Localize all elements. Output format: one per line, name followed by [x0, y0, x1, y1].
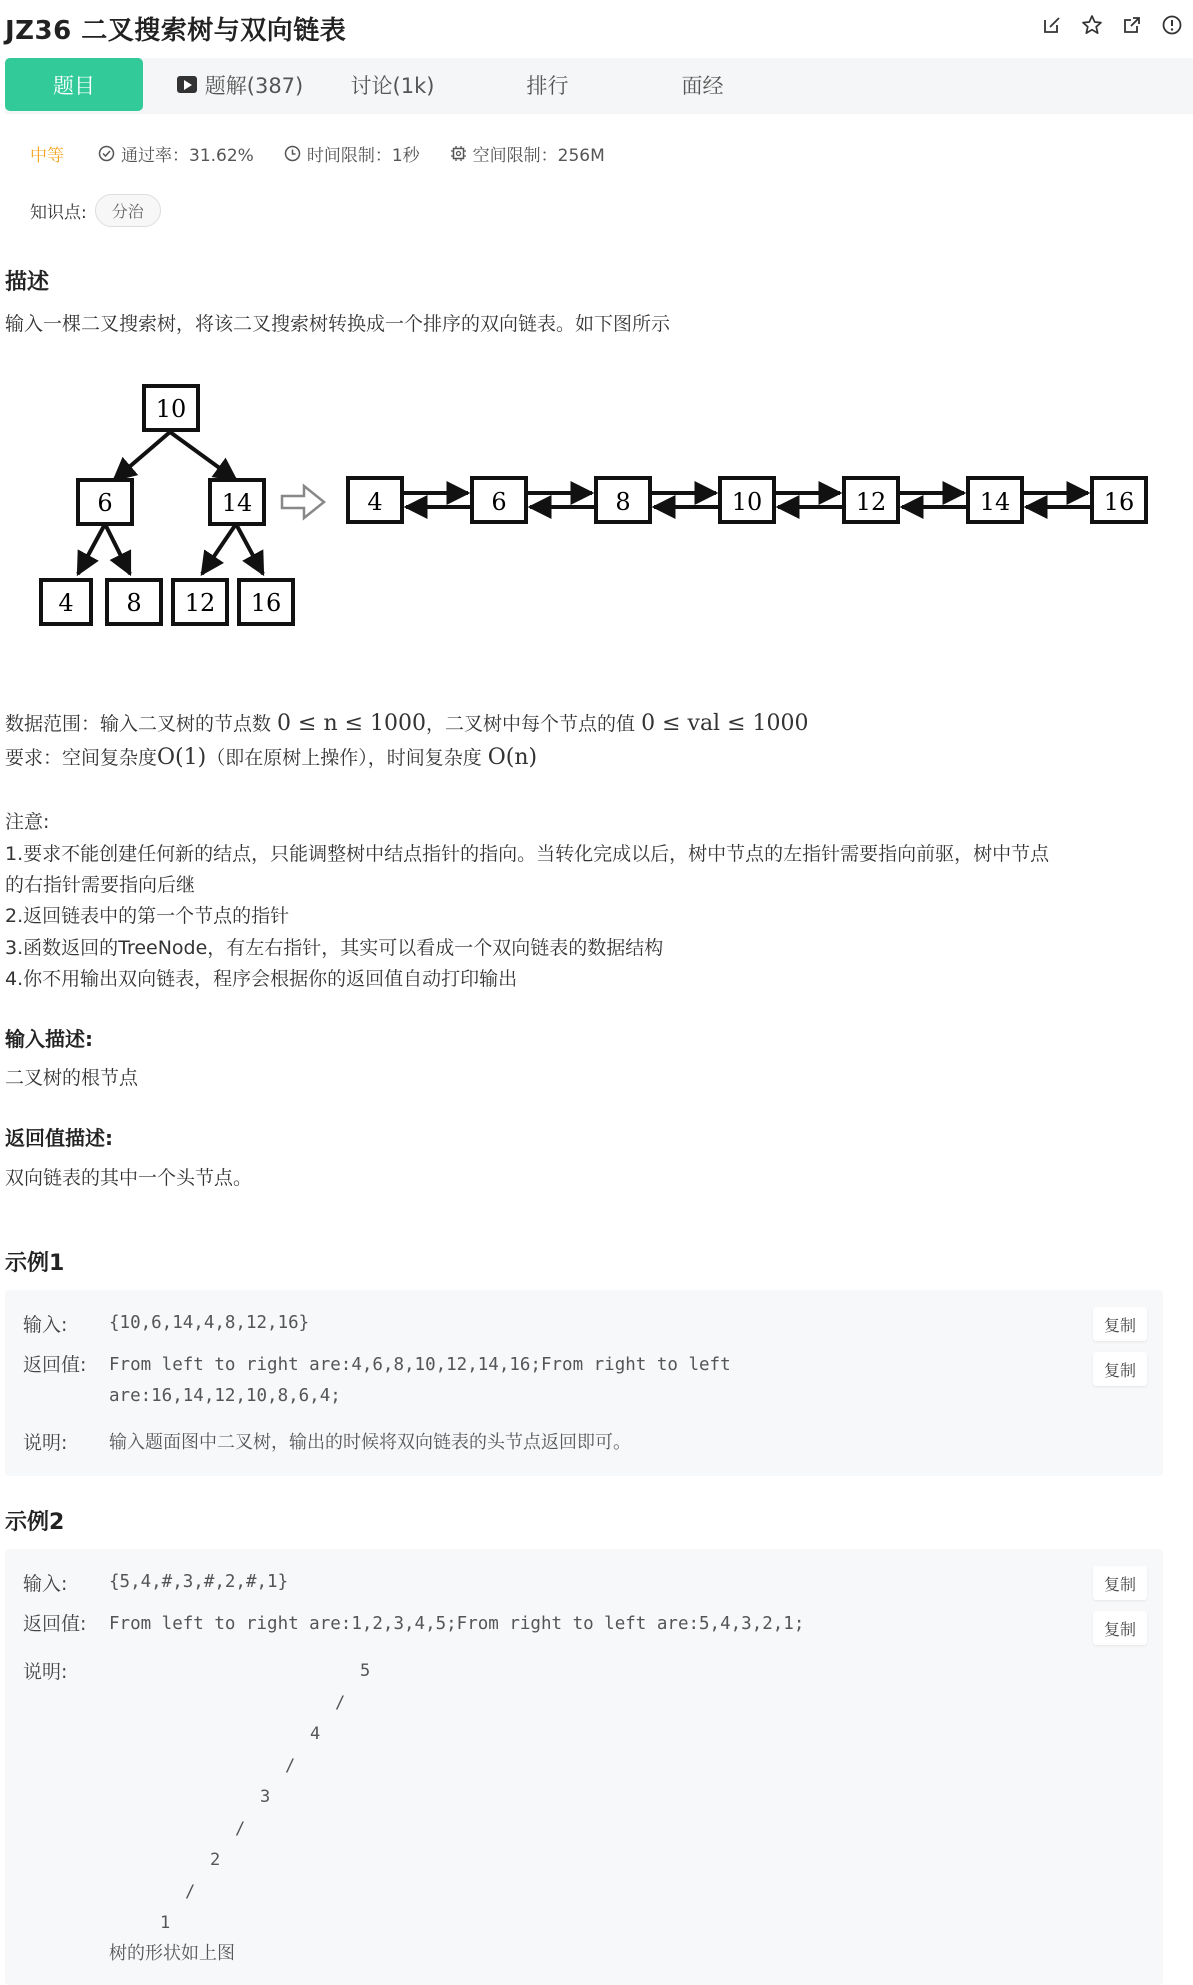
example1-return-label: 返回值: [23, 1354, 87, 1376]
note-3: 3.函数返回的TreeNode，有左右指针，其实可以看成一个双向链表的数据结构 [5, 937, 664, 959]
requirement-math-1: O(1) [157, 745, 207, 770]
example2-input-value: {5,4,#,3,#,2,#,1} [109, 1572, 289, 1592]
check-circle-icon [98, 145, 115, 162]
example1-return-row [23, 1350, 731, 1412]
video-icon [177, 76, 197, 93]
return-desc-heading: 返回值描述: [5, 1126, 113, 1150]
example2-return-row [23, 1609, 804, 1640]
time-limit-text: 时间限制：1秒 [306, 146, 420, 166]
tree-node-rr: 16 [250, 589, 282, 617]
copy-button[interactable]: 复制 [1093, 1352, 1147, 1386]
data-range-math-1: 0 ≤ n ≤ 1000 [277, 711, 427, 736]
tab-interview[interactable]: 面经 [681, 73, 724, 98]
list-node-value: 8 [615, 488, 631, 516]
example2-explain-label: 说明: [23, 1661, 68, 1683]
description-intro: 输入一棵二叉搜索树，将该二叉搜索树转换成一个排序的双向链表。如下图所示 [5, 313, 671, 335]
list-node-value: 4 [367, 488, 383, 516]
tab-problem[interactable]: 题目 [5, 58, 143, 111]
return-desc-text: 双向链表的其中一个头节点。 [5, 1167, 253, 1189]
list-node-value: 14 [979, 488, 1011, 516]
list-node-value: 12 [855, 488, 887, 516]
requirement-mid: （即在原树上操作），时间复杂度 [206, 747, 488, 769]
ascii-tree-line-7: 2 [210, 1850, 221, 1870]
note-2: 2.返回链表中的第一个节点的指针 [5, 905, 290, 927]
example1-return-line1: From left to right are:4,6,8,10,12,14,16;From right to left [109, 1355, 731, 1375]
ascii-tree-line-8: / [185, 1882, 196, 1902]
ascii-tree-line-6: / [235, 1819, 246, 1839]
note-1b: 的右指针需要指向后继 [5, 874, 196, 896]
knowledge-label: 知识点: [30, 203, 87, 223]
share-icon[interactable] [1121, 14, 1143, 36]
ascii-tree-line-5: 3 [260, 1787, 271, 1807]
data-range [5, 708, 809, 740]
example2-input-label: 输入: [23, 1573, 68, 1595]
pass-rate-text: 通过率：31.62% [121, 146, 254, 166]
clock-icon [284, 145, 301, 162]
copy-button[interactable]: 复制 [1093, 1611, 1147, 1645]
tree-node-lr: 8 [126, 589, 142, 617]
ascii-tree-line-1: 5 [360, 1661, 371, 1681]
ascii-tree-line-4: / [285, 1756, 296, 1776]
example2-return-value: From left to right are:1,2,3,4,5;From right to left are:5,4,3,2,1; [109, 1614, 805, 1634]
example2-explain-tail: 树的形状如上图 [109, 1943, 235, 1964]
data-range-mid: ，二叉树中每个节点的值 [426, 713, 642, 735]
description-heading: 描述 [5, 270, 50, 295]
problem-meta [30, 141, 635, 166]
example1-return-line2: are:16,14,12,10,8,6,4; [109, 1386, 341, 1406]
tree-node-right: 14 [221, 489, 253, 517]
example2-input-row [23, 1569, 288, 1596]
list-node-value: 16 [1103, 488, 1135, 516]
tab-discussion[interactable]: 讨论(1k) [350, 73, 435, 98]
example2-explain-row [23, 1657, 109, 1684]
edit-icon[interactable] [1041, 14, 1063, 36]
example1-input-label: 输入: [23, 1314, 68, 1336]
copy-button[interactable]: 复制 [1093, 1307, 1147, 1341]
star-icon[interactable] [1081, 14, 1103, 36]
time-limit [284, 141, 420, 166]
page-title: JZ36 二叉搜索树与双向链表 [5, 16, 347, 46]
requirement-prefix: 要求：空间复杂度 [5, 747, 158, 769]
copy-button[interactable]: 复制 [1093, 1566, 1147, 1600]
tab-bar [5, 58, 1193, 114]
tab-ranking[interactable]: 排行 [526, 73, 569, 98]
example2-return-label: 返回值: [23, 1613, 87, 1635]
chip-icon [450, 145, 467, 162]
data-range-math-2: 0 ≤ val ≤ 1000 [641, 711, 809, 736]
example1-explain-label: 说明: [23, 1432, 68, 1454]
tree-node-ll: 4 [58, 589, 74, 617]
pass-rate [98, 141, 254, 166]
tree-node-rl: 12 [184, 589, 216, 617]
example1-box [5, 1290, 1163, 1476]
knowledge-tag[interactable]: 分治 [95, 194, 161, 227]
note-title: 注意: [5, 811, 50, 833]
bst-to-list-diagram [30, 374, 1150, 644]
tab-solutions-label: 题解(387) [204, 73, 304, 98]
list-node-value: 10 [731, 488, 763, 516]
note-1a: 1.要求不能创建任何新的结点，只能调整树中结点指针的指向。当转化完成以后，树中节点的左指针需要指向前驱，树中节点 [5, 843, 1050, 865]
example2-box [5, 1549, 1163, 1985]
tree-node-root: 10 [155, 395, 187, 423]
report-icon[interactable] [1161, 14, 1183, 36]
space-limit-text: 空间限制：256M [472, 146, 605, 166]
knowledge-points [30, 194, 161, 227]
example1-explain-row [23, 1428, 631, 1455]
transform-arrow-icon [282, 486, 324, 518]
title-actions [1041, 14, 1183, 36]
example2-heading: 示例2 [5, 1510, 65, 1535]
ascii-tree-line-9: 1 [160, 1913, 171, 1933]
tab-solutions[interactable] [165, 58, 315, 111]
example1-input-row [23, 1310, 309, 1337]
space-limit [450, 141, 605, 166]
requirement-math-2: O(n) [487, 745, 538, 770]
note-4: 4.你不用输出双向链表，程序会根据你的返回值自动打印输出 [5, 968, 518, 990]
example1-heading: 示例1 [5, 1251, 65, 1276]
example1-input-value: {10,6,14,4,8,12,16} [109, 1313, 310, 1333]
list-node-value: 6 [491, 488, 507, 516]
example1-explain-text: 输入题面图中二叉树，输出的时候将双向链表的头节点返回即可。 [109, 1432, 631, 1453]
ascii-tree-line-2: / [335, 1693, 346, 1713]
data-range-prefix: 数据范围：输入二叉树的节点数 [5, 713, 278, 735]
tree-node-left: 6 [97, 489, 113, 517]
ascii-tree-line-3: 4 [310, 1724, 321, 1744]
input-desc-text: 二叉树的根节点 [5, 1067, 139, 1089]
input-desc-heading: 输入描述: [5, 1027, 93, 1051]
difficulty-badge: 中等 [30, 146, 64, 166]
requirement [5, 742, 537, 774]
